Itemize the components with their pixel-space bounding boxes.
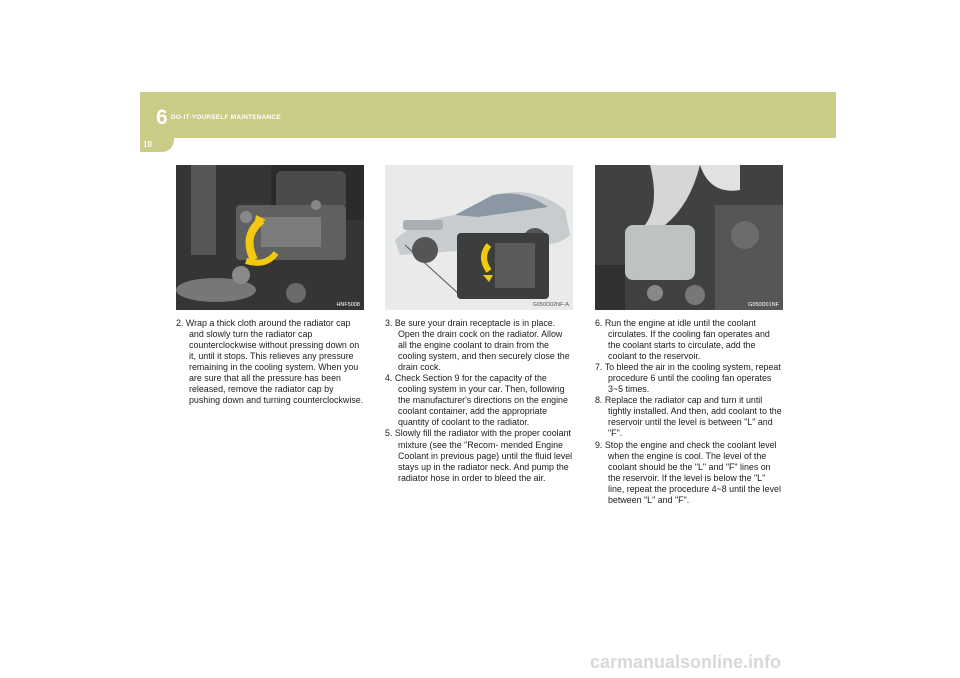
middle-column-text (385, 318, 573, 484)
left-column-text (176, 318, 364, 406)
reservoir-illustration (595, 165, 783, 310)
step-6: 6. Run the engine at idle until the coolant circulates. If the cooling fan operates and the coolant starts to circulate, add the coolant to the reservoir. (595, 318, 770, 362)
page-number: 10 (143, 140, 152, 149)
right-column-text (595, 318, 783, 506)
figure-code-3: G050D01NF (748, 302, 779, 308)
car-illustration (385, 165, 573, 310)
figure-code-1: HNF5008 (336, 302, 360, 308)
drain-cock-photo (385, 165, 573, 310)
step-3: 3. Be sure your drain receptacle is in place. Open the drain cock on the radiator. Allow all the engine coolant to drain from the cooling system, and then securely close the drain cock. (385, 318, 570, 373)
step-7: 7. To bleed the air in the cooling system, repeat procedure 6 until the cooling fan operates 3~5 times. (595, 362, 781, 395)
figure-code-2: G050D02NF-A (532, 302, 569, 308)
coolant-reservoir-photo (595, 165, 783, 310)
engine-bay-illustration (176, 165, 364, 310)
step-4: 4. Check Section 9 for the capacity of the cooling system in your car. Then, following the manufacturer's directions on the engine coolant container, add the appropriate quantity of coolant to the radiator. (385, 373, 568, 428)
step-9: 9. Stop the engine and check the coolant level when the engine is cool. The level of the coolant should be the "L" and "F" lines on the reservoir. If the level is below the "L" line, repeat the procedure 4~8 until the level between "L" and "F". (595, 439, 781, 505)
watermark: carmanualsonline.info (590, 652, 782, 672)
step-5: 5. Slowly fill the radiator with the proper coolant mixture (see the "Recom- mended Engine Coolant in previous page) until the fluid level stays up in the radiator neck. And pump the radiator hose in order to bleed the air. (385, 428, 573, 483)
step-2: 2. Wrap a thick cloth around the radiator cap and slowly turn the radiator cap counterclockwise without pressing down on it, until it stops. This relieves any pressure remaining in the cooling system. When you are sure that all the pressure has been released, remove the radiator cap by pushing down and turning counterclockwise. (176, 318, 364, 406)
radiator-cap-photo (176, 165, 364, 310)
chapter-number: 6 (156, 106, 168, 129)
chapter-title: DO-IT-YOURSELF MAINTENANCE (171, 114, 281, 121)
step-8: 8. Replace the radiator cap and turn it until tightly installed. And then, add coolant to the reservoir until the level is between "L" and "F". (595, 395, 782, 439)
